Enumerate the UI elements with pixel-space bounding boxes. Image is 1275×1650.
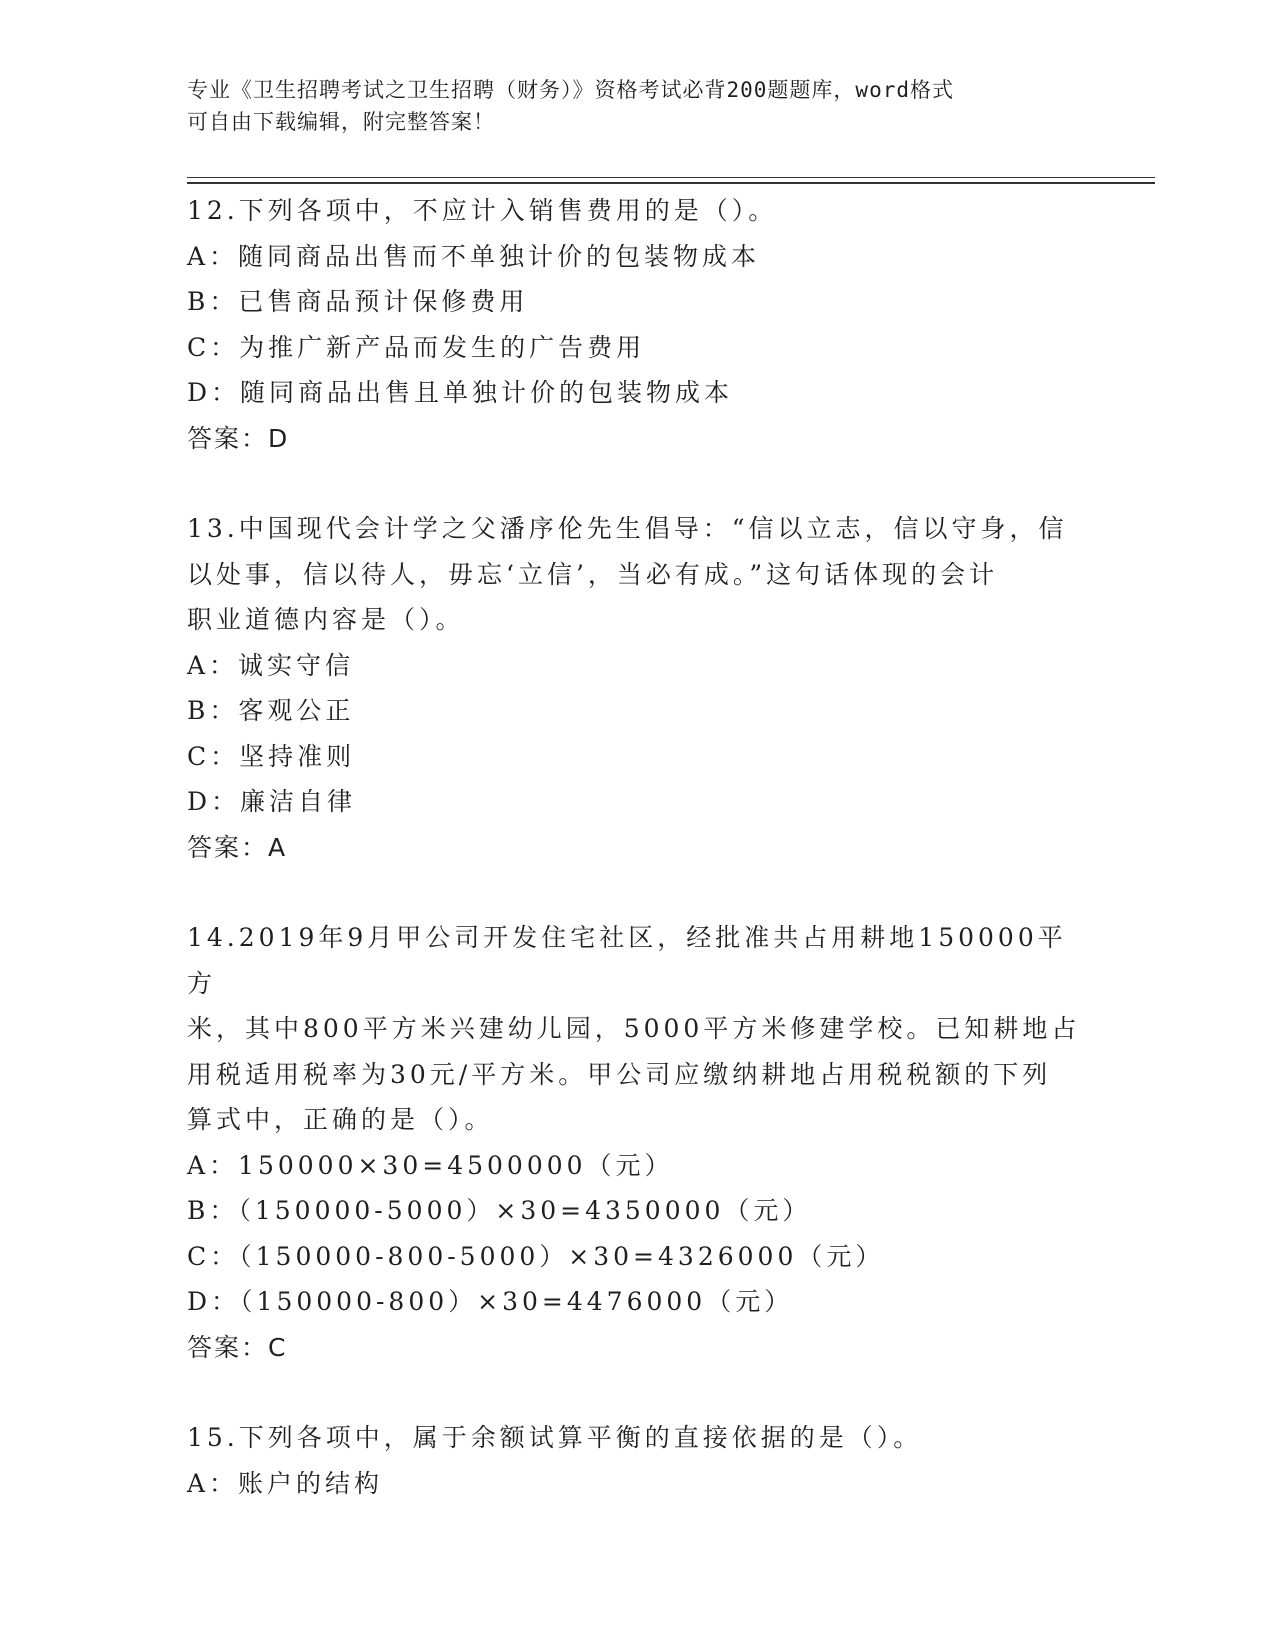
option-b: B：（150000-5000）×30=4350000（元）	[187, 1196, 812, 1225]
document-header	[187, 74, 1067, 138]
option-c: C：为推广新产品而发生的广告费用	[187, 332, 646, 362]
question-stem-line: 13.中国现代会计学之父潘序伦先生倡导：“信以立志，信以守身，信	[187, 514, 1068, 543]
option-c: C：坚持准则	[187, 741, 356, 771]
question-stem-line: 14.2019年9月甲公司开发住宅社区，经批准共占用耕地150000平方	[187, 923, 1067, 998]
option-d: D：廉洁自律	[187, 787, 357, 816]
question-stem-line: 用税适用税率为30元/平方米。甲公司应缴纳耕地占用税税额的下列	[187, 1059, 1052, 1089]
header-line-2: 可自由下载编辑，附完整答案！	[187, 110, 495, 134]
spacer	[187, 461, 1087, 506]
answer-line: 答案：A	[187, 832, 288, 862]
option-b: B：客观公正	[187, 696, 355, 725]
answer-line: 答案：C	[187, 1332, 288, 1362]
option-d: D：（150000-800）×30=4476000（元）	[187, 1287, 794, 1316]
option-d: D：随同商品出售且单独计价的包装物成本	[187, 378, 734, 407]
question-stem-line: 米，其中800平方米兴建幼儿园，5000平方米修建学校。已知耕地占	[187, 1014, 1081, 1043]
question-stem: 15.下列各项中，属于余额试算平衡的直接依据的是（）。	[187, 1423, 923, 1452]
option-a: A：诚实守信	[187, 650, 355, 680]
question-list	[187, 188, 1087, 1506]
question-12	[187, 188, 1087, 461]
option-a: A：账户的结构	[187, 1468, 384, 1498]
spacer	[187, 870, 1087, 915]
header-divider-thin	[187, 177, 1155, 178]
question-13	[187, 506, 1087, 870]
option-c: C：（150000-800-5000）×30=4326000（元）	[187, 1241, 885, 1271]
option-a: A：随同商品出售而不单独计价的包装物成本	[187, 241, 761, 271]
header-divider-thick	[187, 182, 1155, 184]
header-line-1: 专业《卫生招聘考试之卫生招聘（财务）》资格考试必背200题题库，word格式	[187, 78, 954, 102]
option-a: A：150000×30=4500000（元）	[187, 1150, 674, 1180]
answer-line: 答案：D	[187, 423, 290, 453]
option-b: B：已售商品预计保修费用	[187, 287, 529, 316]
question-15	[187, 1415, 1087, 1506]
question-14	[187, 915, 1087, 1370]
question-stem-line: 职业道德内容是（）。	[187, 605, 465, 634]
spacer	[187, 1370, 1087, 1415]
question-stem: 12.下列各项中，不应计入销售费用的是（）。	[187, 196, 778, 225]
question-stem-line: 算式中，正确的是（）。	[187, 1105, 494, 1134]
question-stem-line: 以处事，信以待人，毋忘‘立信’，当必有成。”这句话体现的会计	[187, 559, 999, 589]
